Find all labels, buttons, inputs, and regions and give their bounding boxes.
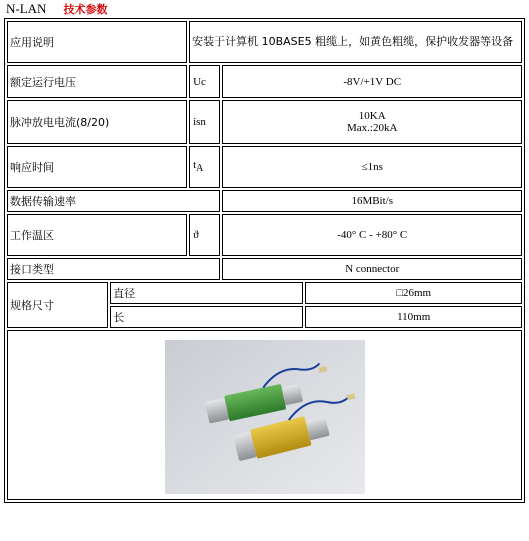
diameter-label: 直径 [110,282,303,304]
row-dimensions-diameter [7,282,522,304]
row-interface-type [7,258,522,280]
row-product-photo [7,330,522,500]
interface-type-label: 接口类型 [7,258,220,280]
application-label: 应用说明 [7,21,187,63]
application-value: 安装于计算机 10BASE5 粗缆上，如黄色粗缆，保护收发器等设备 [189,21,522,63]
product-photo-cell [7,330,522,500]
operating-temp-label: 工作温区 [7,214,187,256]
model-name: N-LAN [6,1,47,16]
transmission-rate-label: 数据传输速率 [7,190,220,212]
product-photo [165,340,365,494]
dimensions-label: 规格尺寸 [7,282,108,328]
row-rated-voltage [7,65,522,98]
response-time-symbol: $t_A$ [189,146,220,188]
surge-current-values [222,100,522,144]
surge-current-symbol: isn [189,100,220,144]
operating-temp-value: -40° C - +80° C [222,214,522,256]
surge-current-value-2: Max.:20kA [347,122,398,134]
length-value: 110mm [305,306,522,328]
row-response-time [7,146,522,188]
diameter-value: □26mm [305,282,522,304]
rated-voltage-symbol: Uc [189,65,220,98]
rated-voltage-label: 额定运行电压 [7,65,187,98]
length-label: 长 [110,306,303,328]
operating-temp-symbol: ϑ [189,214,220,256]
photo-background [165,340,365,494]
row-transmission-rate [7,190,522,212]
section-title: 技术参数 [63,3,108,16]
rated-voltage-value: -8V/+1V DC [222,65,522,98]
response-time-label: 响应时间 [7,146,187,188]
page-header [6,0,108,16]
response-time-value: ≤1ns [222,146,522,188]
row-operating-temp [7,214,522,256]
row-surge-current [7,100,522,144]
interface-type-value: N connector [222,258,522,280]
row-application [7,21,522,63]
transmission-rate-value: 16MBit/s [222,190,522,212]
surge-current-value-1: 10KA [358,110,386,122]
surge-current-label: 脉冲放电电流(8/20) [7,100,187,144]
spec-table [4,18,525,503]
